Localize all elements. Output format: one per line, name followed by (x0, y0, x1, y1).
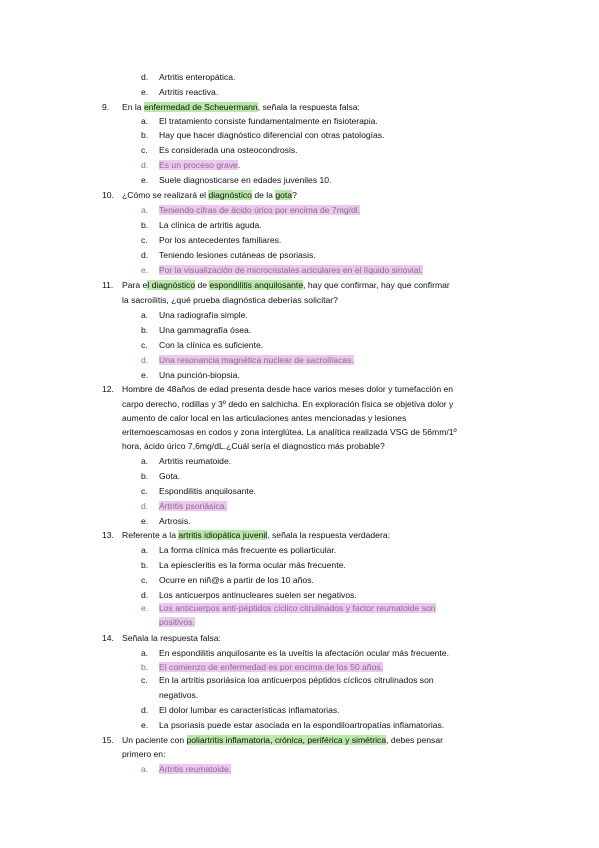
option-letter: a. (141, 764, 149, 774)
text-segment: aumento de calor local en las articulaciones antes mencionadas y lesiones (122, 413, 407, 423)
option-text (159, 501, 227, 512)
text-segment: , hay que confirmar, hay que confirmar (303, 280, 450, 290)
option-letter: a. (141, 648, 149, 658)
option-text (159, 87, 218, 98)
text-segment: Una punción-biopsia. (159, 370, 240, 380)
option-text (159, 590, 357, 601)
highlighted-text-pink: Por la visualización de microcristales aciculares en el líquido sinovial. (159, 265, 423, 275)
option-letter: a. (141, 310, 149, 320)
option-text (159, 575, 314, 586)
option-text (159, 130, 385, 141)
option-text (159, 486, 256, 497)
question-text (122, 735, 443, 746)
option-letter: d. (141, 705, 149, 715)
option-letter: c. (141, 235, 148, 245)
text-segment: El dolor lumbar es características inflamatorias. (159, 705, 340, 715)
text-segment: la sacroilitis, ¿qué prueba diagnóstica deberías solicitar? (122, 295, 338, 305)
option-letter: e. (141, 87, 149, 97)
option-letter: b. (141, 560, 149, 570)
text-segment: El tratamiento consiste fundamentalmente en fisioterapia. (159, 116, 378, 126)
option-letter: c. (141, 486, 148, 496)
option-letter: d. (141, 250, 149, 260)
question-text (122, 530, 390, 541)
highlighted-text-green: diagnóstico (208, 190, 252, 200)
option-text (159, 72, 235, 83)
highlighted-text-green: l diagnóstico (147, 280, 196, 290)
option-text (159, 662, 383, 673)
option-letter: d. (141, 72, 149, 82)
highlighted-text-green: espondilitis anquilosante (209, 280, 304, 290)
option-letter: a. (141, 205, 149, 215)
highlighted-text-green: poliartritis inflamatoria, crónica, periférica y simétrica (186, 735, 387, 745)
option-text (159, 516, 191, 527)
option-text (159, 235, 281, 246)
text-segment: En espondilitis anquilosante es la uveítis la afectación ocular más frecuente. (159, 648, 449, 658)
option-letter: b. (141, 130, 149, 140)
option-letter: c. (141, 340, 148, 350)
option-text (159, 205, 360, 216)
option-letter: a. (141, 545, 149, 555)
text-segment: carpo derecho, rodillas y 3º dedo en salchicha. En exploración física se objetiva dolor y (122, 399, 454, 409)
highlighted-text-green: artritis idiopática juvenil (178, 530, 268, 540)
option-text (159, 720, 444, 731)
text-segment: La forma clínica más frecuente es poliarticular. (159, 545, 337, 555)
question-text (122, 384, 453, 395)
option-letter: b. (141, 325, 149, 335)
text-segment: hora, ácido úrico 7,6mg/dL.¿Cuál sería el diagnostico más probable? (122, 441, 385, 451)
option-text (159, 471, 180, 482)
text-segment: Hay que hacer diagnóstico diferencial con otras patologías. (159, 130, 385, 140)
text-segment: ¿Cómo se realizará el (122, 190, 209, 200)
text-segment: En la artritis psoriásica loa anticuerpos péptidos cíclicos citrulinados son (159, 675, 434, 685)
highlighted-text-pink: positivos. (159, 617, 195, 627)
highlighted-text-pink: Los anticuerpos anti-péptidos cíclico citrulinados y factor reumatoide son (159, 603, 436, 613)
option-text (159, 370, 240, 381)
question-number: 13. (102, 530, 114, 540)
option-letter: e. (141, 720, 149, 730)
text-segment: Artritis reactiva. (159, 87, 219, 97)
option-letter: e. (141, 370, 149, 380)
option-text (159, 690, 198, 701)
option-text (159, 675, 434, 686)
text-segment: Referente a la (122, 530, 179, 540)
text-segment: La psoriasis puede estar asociada en la espondiloartropatías inflamatorias. (159, 720, 445, 730)
question-number: 15. (102, 735, 114, 745)
option-letter: d. (141, 160, 149, 170)
text-segment: Gota. (159, 471, 181, 481)
option-letter: e. (141, 603, 149, 613)
option-text (159, 325, 251, 336)
text-segment: Espondilitis anquilosante. (159, 486, 256, 496)
question-text (122, 427, 457, 438)
option-letter: a. (141, 116, 149, 126)
option-letter: b. (141, 471, 149, 481)
highlighted-text-pink: Una resonancia magnética nuclear de sacroilíacas. (159, 355, 354, 365)
text-segment: Con la clínica es suficiente. (159, 340, 264, 350)
highlighted-text-pink: Artritis psoriásica. (159, 501, 227, 511)
text-segment: , debes pensar (386, 735, 443, 745)
option-letter: e. (141, 265, 149, 275)
highlighted-text-pink: Es un proceso grave (159, 160, 238, 170)
option-text (159, 355, 354, 366)
question-number: 12. (102, 384, 114, 394)
option-letter: e. (141, 175, 149, 185)
question-number: 11. (102, 280, 114, 290)
question-text (122, 749, 165, 760)
text-segment: Es considerada una osteocondrosis. (159, 145, 298, 155)
text-segment: Artritis reumatoide. (159, 456, 232, 466)
question-text (122, 102, 360, 113)
option-text (159, 220, 262, 231)
option-letter: c. (141, 145, 148, 155)
highlighted-text-green: gota (275, 190, 293, 200)
option-text (159, 705, 340, 716)
option-text (159, 617, 195, 628)
text-segment: , señala la respuesta falsa: (257, 102, 360, 112)
option-text (159, 116, 378, 127)
option-text (159, 310, 248, 321)
text-segment: Los anticuerpos antinucleares suelen ser negativos. (159, 590, 357, 600)
text-segment: Artritis enteropática. (159, 72, 236, 82)
option-letter: d. (141, 590, 149, 600)
text-segment: Una gammagrafía ósea. (159, 325, 252, 335)
text-segment: primero en: (122, 749, 166, 759)
question-text (122, 633, 221, 644)
option-text (159, 603, 436, 614)
option-letter: d. (141, 355, 149, 365)
text-segment: Hombre de 48años de edad presenta desde hace varios meses dolor y tumefacción en (122, 384, 454, 394)
text-segment: Suele diagnosticarse en edades juveniles 10. (159, 175, 332, 185)
option-text (159, 764, 231, 775)
question-number: 10. (102, 190, 114, 200)
option-letter: b. (141, 220, 149, 230)
option-letter: e. (141, 516, 149, 526)
highlighted-text-pink: Artritis reumatoide. (159, 764, 232, 774)
highlighted-text-pink: El comienzo de enfermedad es por encima de los 50 años. (159, 662, 384, 672)
question-number: 9. (102, 102, 110, 112)
option-letter: d. (141, 501, 149, 511)
question-text (122, 295, 338, 306)
option-text (159, 340, 263, 351)
question-text (122, 190, 297, 201)
question-text (122, 413, 406, 424)
text-segment: Una radiografía simple. (159, 310, 248, 320)
text-segment: En la (122, 102, 144, 112)
text-segment: . (237, 160, 241, 170)
option-text (159, 145, 298, 156)
text-segment: Ocurre en niñ@s a partir de los 10 años. (159, 575, 314, 585)
text-segment: de (195, 280, 210, 290)
text-segment: Por los antecedentes familiares. (159, 235, 282, 245)
option-text (159, 560, 346, 571)
text-segment: La epiescleritis es la forma ocular más frecuente. (159, 560, 346, 570)
text-segment: Señala la respuesta falsa: (122, 633, 221, 643)
option-text (159, 545, 336, 556)
option-letter: c. (141, 675, 148, 685)
text-segment: , señala la respuesta verdadera: (267, 530, 390, 540)
option-text (159, 175, 331, 186)
option-text (159, 250, 316, 261)
text-segment: eritemoescamosas en codos y zona interglútea. La analítica realizada VSG de 56mm/1º (122, 427, 457, 437)
option-letter: c. (141, 575, 148, 585)
question-text (122, 399, 453, 410)
text-segment: ? (292, 190, 297, 200)
question-text (122, 280, 450, 291)
option-text (159, 160, 240, 171)
question-text (122, 441, 385, 452)
text-segment: Teniendo lesiones cutáneas de psoriasis. (159, 250, 316, 260)
option-text (159, 456, 231, 467)
option-text (159, 648, 449, 659)
question-number: 14. (102, 633, 114, 643)
text-segment: La clínica de artritis aguda. (159, 220, 262, 230)
text-segment: Artrosis. (159, 516, 191, 526)
option-letter: a. (141, 456, 149, 466)
highlighted-text-pink: Teniendo cifras de ácido úrico por encima de 7mg/dl. (159, 205, 361, 215)
text-segment: Para e (122, 280, 148, 290)
text-segment: Un paciente con (122, 735, 187, 745)
option-letter: b. (141, 662, 149, 672)
text-segment: de la (251, 190, 276, 200)
text-segment: negativos. (159, 690, 199, 700)
option-text (159, 265, 423, 276)
highlighted-text-green: enfermedad de Scheuermann (143, 102, 258, 112)
